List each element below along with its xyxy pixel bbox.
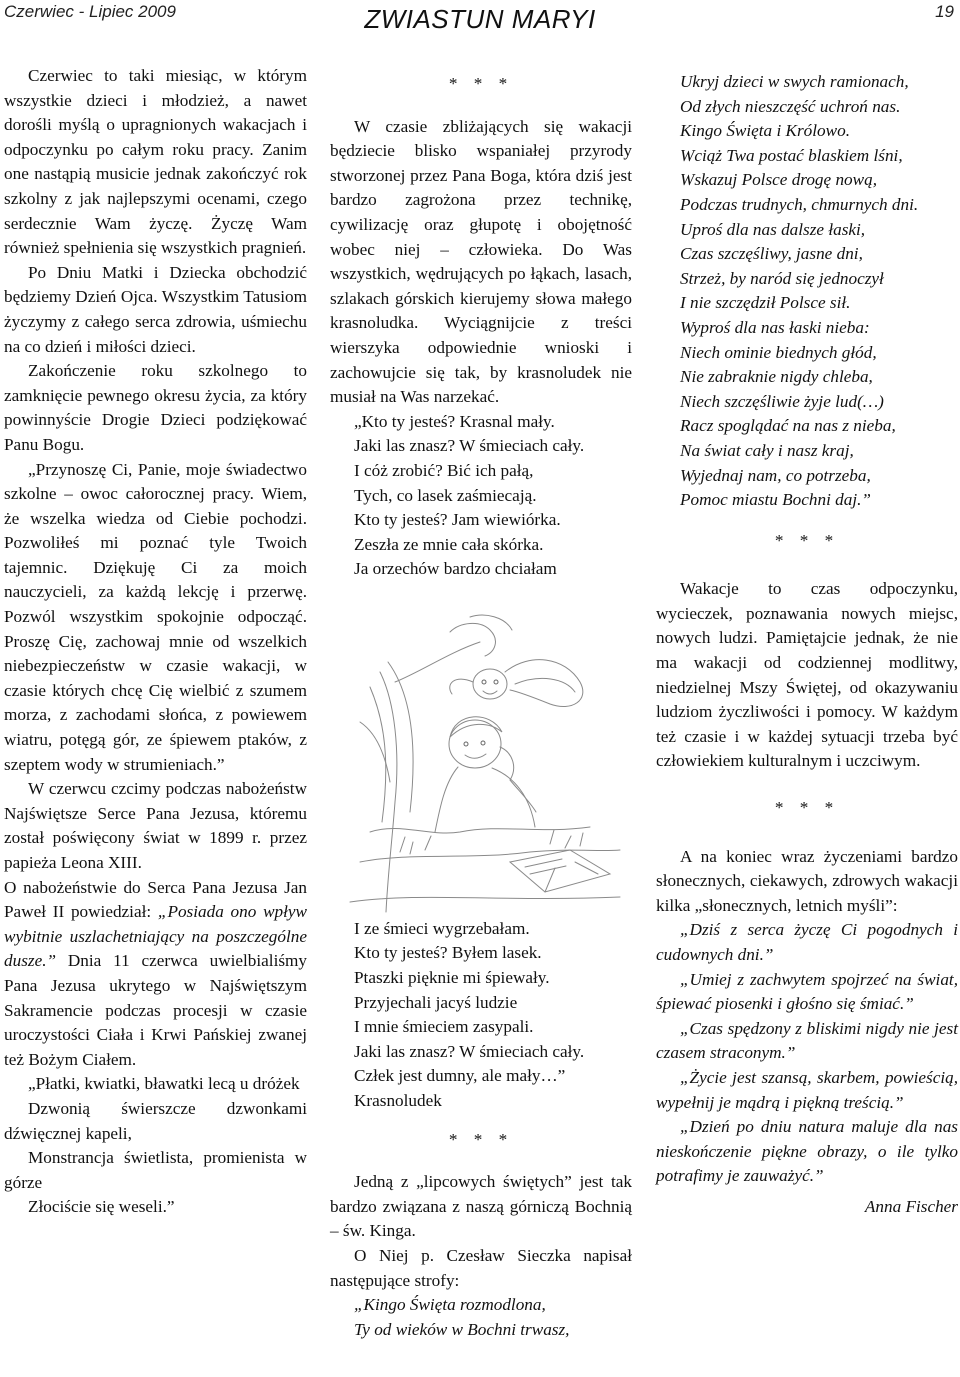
paragraph-prayer: „Przynoszę Ci, Panie, moje świadectwo szkolne – owoc całorocznej pracy. Wiem, że wszelka wiedza od Ciebie pochodzi. Pozwoliłeś mi poznać tyle Twoich tajemnic. Dziękuję Ci za moich nauczycieli, za każdą lekcję i przerwę. Pozwól wszystkim spokojnie odpocząć. Proszę Cię, zachowaj mnie od wszelkich niebezpieczeństw w czasie wakacji, w czasie których chcę Cię wielbić z szumem morza, z zachodami słońca, z powiewem wiatru, potęgą gór, ze śpiewem ptaków, z szeptem wody w strumieniach.” <box>4 459 307 774</box>
paragraph-school-end: Zakończenie roku szkolnego to zamknięcie pewnego okresu życia, za który powinnyście Drogie Dzieci podziękować Panu Bogu. <box>4 361 307 454</box>
kinga-poem-start <box>330 1293 632 1342</box>
poem-line: Ja orzechów bardzo chciałam <box>354 559 557 579</box>
poem-line: Jaki las znasz? W śmieciach cały. <box>354 436 585 456</box>
section-separator: * * * <box>774 530 840 550</box>
summer-thought-4: „Życie jest szansą, skarbem, powieścią, wypełnij je mądrą i piękną treścią.” <box>656 1067 958 1112</box>
author-signature: Anna Fischer <box>864 1196 958 1216</box>
sketch-illustration <box>340 612 630 922</box>
paragraph-nature: W czasie zbliżających się wakacji będziecie blisko wspaniałej przyrody stworzonej przez Pana Boga, która dziś jest bardzo zagrożona przez technikę, cywilizację oraz głupotę i obojętność wobec niej – człowieka. Do Was wszystkich, wędrujących po łąkach, lasach, szlakach górskich kierujemy słowa małego krasnoludka. Wyciągnijcie z treści wierszyka odpowiednie wnioski i zachowujcie się tak, by krasnoludek nie musiał na Was narzekać. <box>330 116 632 407</box>
krasnal-poem-part1 <box>330 410 632 582</box>
poem-line: Wciąż Twa postać blaskiem lśni, <box>680 145 903 165</box>
paragraph-john-paul <box>4 876 307 1073</box>
poem-line: Ukryj dzieci w swych ramionach, <box>680 72 909 91</box>
poem-line: Podczas trudnych, chmurnych dni. <box>680 194 919 214</box>
poem-line: Na świat cały i nasz kraj, <box>680 440 854 460</box>
poem-line: Tych, co lasek zaśmiecają. <box>354 485 537 505</box>
poem-line: Wyproś dla nas łaski nieba: <box>680 317 870 337</box>
section-separator: * * * <box>448 1129 514 1149</box>
summer-thought-2: „Umiej z zachwytem spojrzeć na świat, śpiewać piosenki i głośno się śmiać.” <box>656 969 958 1014</box>
poem-line: Zeszła ze mnie cała skórka. <box>354 534 544 554</box>
paragraph-kinga: Jedną z „lipcowych świętych” jest tak bardzo związana z naszą górniczą Bochnią – św. Kinga. <box>330 1172 632 1241</box>
kinga-poem-continued <box>656 70 958 513</box>
poem-line: Kto ty jesteś? Jam wiewiórka. <box>354 510 561 530</box>
poem-line: Przyjechali jacyś ludzie <box>354 992 518 1012</box>
summer-thought-5: „Dzień po dniu natura maluje dla nas nieskończenie piękne obrazy, o ile tylko potrafimy je zauważyć.” <box>656 1117 958 1186</box>
book-icon <box>510 850 610 892</box>
corpus-christi-text: Dnia 11 czerwca uwielbialiśmy Pana Jezusa ukrytego w Najświętszym Sakramencie podczas procesji w czasie uroczystości Ciała i Krwi Pańskiej zwanej też Bożym Ciałem. <box>4 951 307 1069</box>
poem-line: Czas szczęśliwy, jasne dni, <box>680 244 863 264</box>
john-paul-quote: „Posiada ono wpływ wybitnie uszlachetniający na poszczególne dusze.” <box>4 902 307 971</box>
summer-thought-3: „Czas spędzony z bliskimi nigdy nie jest czasem straconym.” <box>656 1018 958 1063</box>
poem-line: „Kto ty jesteś? Krasnal mały. <box>354 411 555 431</box>
tree-trunk-icon <box>380 672 397 912</box>
paragraph-sieczka: O Niej p. Czesław Sieczka napisał następujące strofy: <box>330 1246 632 1290</box>
krasnal-poem-part2 <box>330 917 632 1114</box>
paragraph-holidays: Wakacje to czas odpoczynku, wycieczek, poznawania nowych miejsc, nowych ludzi. Pamiętajcie jednak, że nie ma wakacji od codziennej modlitwy, niedzielnej Mszy Świętej, od okazywaniu ludziom życzliwości i pomocy. W każdym też czasie i w każdej sytuacji trzeba być człowiekiem kulturalnym i uczciwym. <box>656 579 958 771</box>
poem-line: Człek jest dumny, ale mały…” <box>354 1066 566 1086</box>
section-separator: * * * <box>448 74 514 93</box>
poem-line: Racz spoglądać na nas z nieba, <box>680 416 896 436</box>
verse-line-2: Dzwonią świerszcze dzwonkami dźwięcznej kapeli, <box>4 1098 307 1143</box>
verse-line-3: Monstrancja świetlista, promienista w górze <box>4 1148 307 1192</box>
poem-line: Strzeż, by naród się jednoczył <box>680 268 884 288</box>
poem-line: Ty od wieków w Bochni trwasz, <box>354 1319 570 1339</box>
poem-line: I nie szczędził Polsce sił. <box>680 293 851 313</box>
poem-line: I cóż zrobić? Bić ich pałą, <box>354 460 534 480</box>
john-paul-intro: O nabożeństwie do Serca Pana Jezusa Jan Paweł II powiedział: <box>4 877 307 922</box>
poem-line: Jaki las znasz? W śmieciach cały. <box>354 1041 585 1061</box>
poem-line: Nie zabraknie nigdy chleba, <box>680 367 873 387</box>
magazine-title: ZWIASTUN MARYI <box>364 4 596 34</box>
verse-line-1: „Płatki, kwiatki, bławatki lecą u dróżek <box>28 1074 300 1094</box>
poem-line: Wskazuj Polsce drogę nową, <box>680 170 877 190</box>
poem-line: Kingo Święta i Królowo. <box>680 121 850 141</box>
paragraph-fathers-day: Po Dniu Matki i Dziecka obchodzić będziemy Dzień Ojca. Wszystkim Tatusiom życzymy z całego serca zdrowia, uśmiechu na co dzień i miłości dzieci. <box>4 262 307 356</box>
poem-line: Uproś dla nas dalsze łaski, <box>680 219 866 239</box>
paragraph-june: Czerwiec to taki miesiąc, w którym wszystkie dzieci i młodzież, a nawet dorośli myślą o upragnionych wakacjach i odpoczynku po całym roku pracy. Zanim one nastąpią musicie jednak zakończyć rok szkolny z jak najlepszymi ocenami, czego serdecznie Wam życzę. Życzę Wam również spełnienia się wszystkich pragnień. <box>4 66 307 258</box>
poem-line: Niech szczęśliwie żyje lud(…) <box>680 391 884 411</box>
poem-line: Wyjednaj nam, co potrzeba, <box>680 465 871 485</box>
issue-date: Czerwiec - Lipiec 2009 <box>4 2 176 21</box>
verse-line-4: Złociście się weseli.” <box>28 1197 175 1217</box>
summer-thought-1: „Dziś z serca życzę Ci pogodnych i cudownych dni.” <box>656 920 958 964</box>
section-separator: * * * <box>774 798 840 818</box>
page-number: 19 <box>935 2 954 21</box>
column-right <box>656 70 958 1220</box>
poem-signature: Krasnoludek <box>354 1091 442 1111</box>
poem-line: Ptaszki pięknie mi śpiewały. <box>354 968 550 988</box>
poem-line: I ze śmieci wygrzebałam. <box>354 918 530 938</box>
paragraph-sacred-heart: W czerwcu czcimy podczas nabożeństw Najświętsze Serce Pana Jezusa, któremu został poświęcony świat w 1899 r. przez papieża Leona XIII. <box>4 779 307 872</box>
poem-line: Niech ominie biednych głód, <box>680 342 877 362</box>
paragraph-wishes: A na koniec wraz życzeniami bardzo słonecznych, ciekawych, zdrowych wakacji kilka „słonecznych, letnich myśli”: <box>656 846 958 915</box>
poem-line: I mnie śmieciem zasypali. <box>354 1017 534 1037</box>
poem-line: Od złych nieszczęść uchroń nas. <box>680 96 901 116</box>
poem-line: Kto ty jesteś? Byłem lasek. <box>354 943 542 963</box>
poem-line: „Kingo Święta rozmodlona, <box>354 1295 546 1315</box>
column-left <box>4 64 307 1220</box>
poem-line: Pomoc miastu Bochni daj.” <box>680 490 871 510</box>
